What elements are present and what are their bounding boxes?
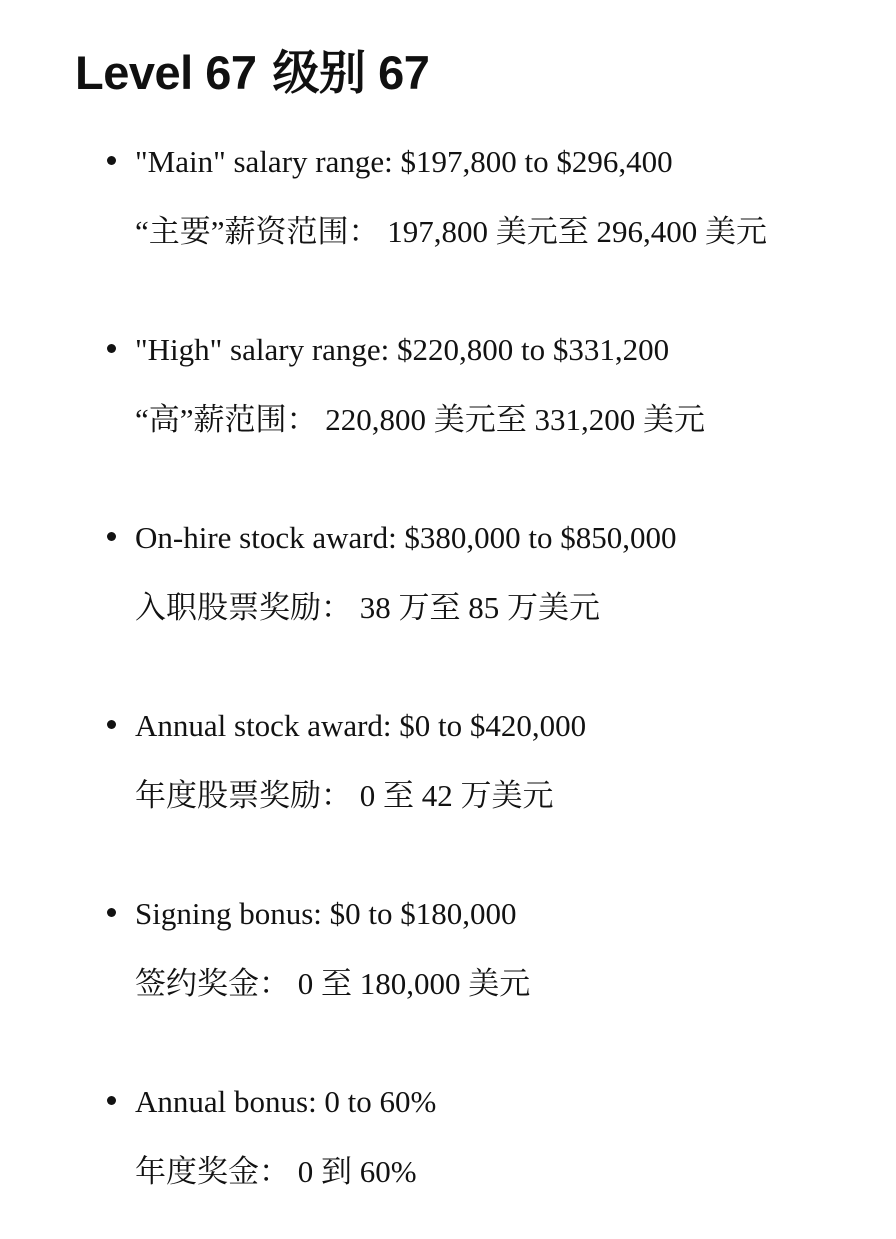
- list-item-text-zh: 签约奖金： 0 至 180,000 美元: [135, 965, 531, 1001]
- list-item-text-zh: “高”薪范围： 220,800 美元至 331,200 美元: [135, 401, 706, 437]
- list-item-text-en: Annual bonus: 0 to 60%: [135, 1083, 437, 1119]
- page-title: [75, 47, 866, 99]
- list-item-text-en: Annual stock award: $0 to $420,000: [135, 707, 587, 743]
- bullet-icon: [107, 532, 116, 541]
- bullet-icon: [107, 908, 116, 917]
- list-item-text-en: Signing bonus: $0 to $180,000: [135, 895, 517, 931]
- list-item-annual-stock: [135, 707, 866, 814]
- compensation-list: [75, 143, 866, 1190]
- list-item-text-zh: “主要”薪资范围： 197,800 美元至 296,400 美元: [135, 213, 768, 249]
- page-title-zh: 级别 67: [272, 46, 430, 99]
- list-item-annual-bonus: [135, 1083, 866, 1190]
- bullet-icon: [107, 720, 116, 729]
- list-item-text-en: "High" salary range: $220,800 to $331,200: [135, 331, 670, 367]
- list-item-text-en: "Main" salary range: $197,800 to $296,400: [135, 143, 673, 179]
- list-item-signing-bonus: [135, 895, 866, 1002]
- bullet-icon: [107, 1096, 116, 1105]
- list-item-main-salary: [135, 143, 866, 250]
- list-item-text-zh: 年度股票奖励： 0 至 42 万美元: [135, 777, 554, 813]
- bullet-icon: [107, 344, 116, 353]
- bullet-icon: [107, 156, 116, 165]
- page-title-en: Level 67: [75, 46, 257, 99]
- list-item-high-salary: [135, 331, 866, 438]
- list-item-text-en: On-hire stock award: $380,000 to $850,000: [135, 519, 677, 555]
- list-item-text-zh: 年度奖金： 0 到 60%: [135, 1153, 417, 1189]
- list-item-onhire-stock: [135, 519, 866, 626]
- list-item-text-zh: 入职股票奖励： 38 万至 85 万美元: [135, 589, 600, 625]
